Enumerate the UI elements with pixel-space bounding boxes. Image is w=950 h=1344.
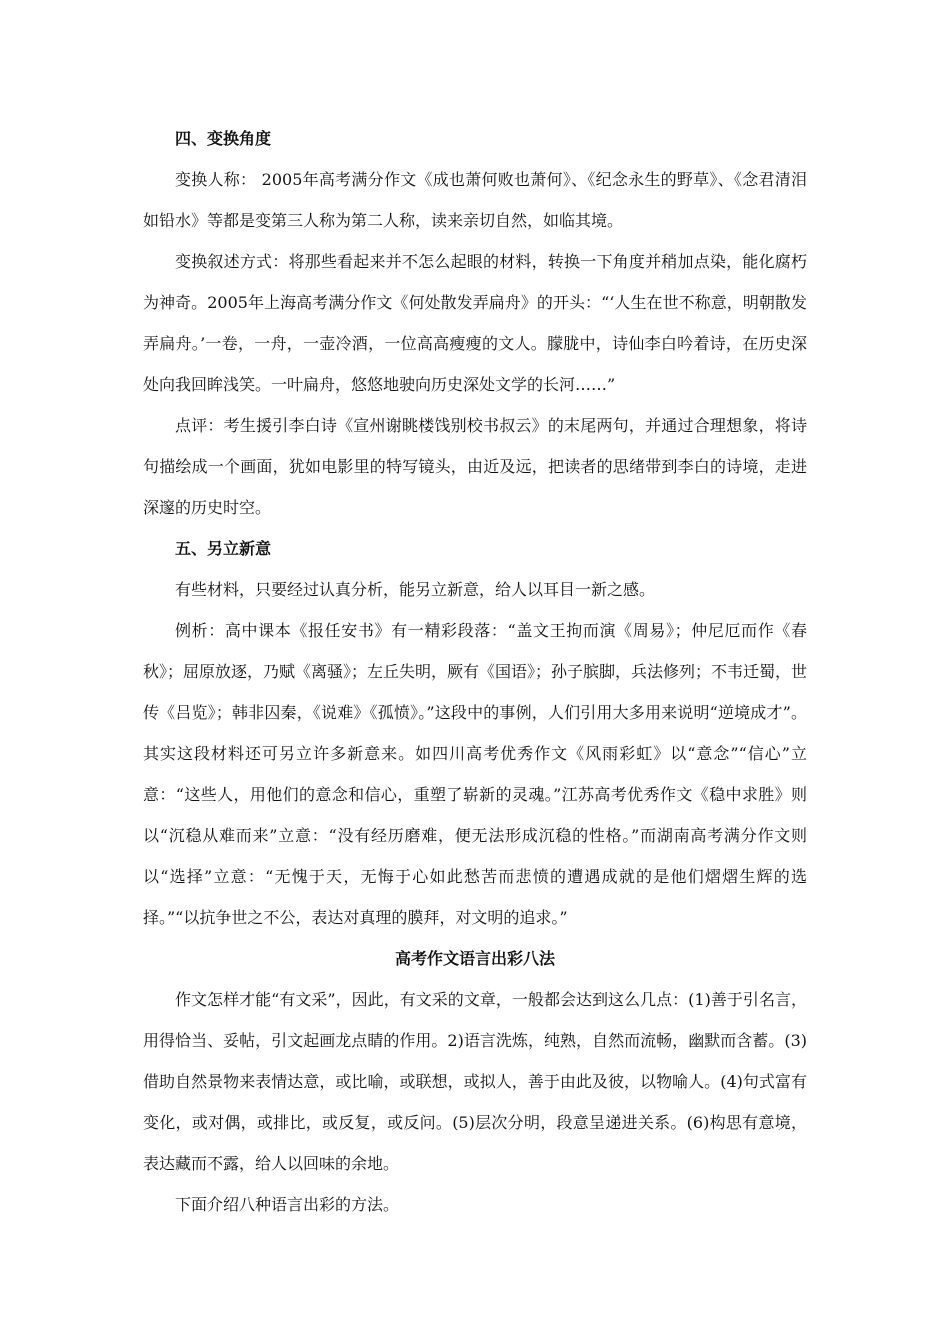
section-5-paragraph-1: 有些材料，只要经过认真分析，能另立新意，给人以耳目一新之感。 xyxy=(175,580,656,599)
main-paragraph-2: 下面介绍八种语言出彩的方法。 xyxy=(175,1195,400,1214)
section-4-paragraph-1: 变换人称： 2005年高考满分作文《成也萧何败也萧何》、《纪念永生的野草》、《念君清泪如铅水》等都是变第三人称为第二人称，读来亲切自然，如临其境。 xyxy=(143,170,807,230)
section-4-heading: 四、变换角度 xyxy=(175,129,272,148)
section-4-paragraph-3: 点评：考生援引李白诗《宣州谢眺楼饯别校书叔云》的末尾两句，并通过合理想象，将诗句描绘成一个画面，犹如电影里的特写镜头，由近及远，把读者的思绪带到李白的诗境，走进深邃的历史时空。 xyxy=(143,416,807,517)
main-paragraph-1: 作文怎样才能“有文采”，因此，有文采的文章，一般都会达到这么几点：(1)善于引名言，用得恰当、妥帖，引文起画龙点睛的作用。2)语言洗炼，纯熟，自然而流畅，幽默而含蓄。(3)借助自然景物来表情达意，或比喻，或联想，或拟人，善于由此及彼，以物喻人。(4)句式富有变化，或对偶，或排比，或反复，或反问。(5)层次分明，段意呈递进关系。(6)构思有意境，表达藏而不露，给人以回味的余地。 xyxy=(143,990,807,1173)
section-4-paragraph-2: 变换叙述方式：将那些看起来并不怎么起眼的材料，转换一下角度并稍加点染，能化腐朽为神奇。2005年上海高考满分作文《何处散发弄扁舟》的开头：“‘人生在世不称意，明朝散发弄扁舟。’一卷，一舟，一壶冷酒，一位高高瘦瘦的文人。朦胧中，诗仙李白吟着诗，在历史深处向我回眸浅笑。一叶扁舟，悠悠地驶向历史深处文学的长河……” xyxy=(143,252,807,394)
section-5-heading: 五、另立新意 xyxy=(175,539,272,558)
main-title: 高考作文语言出彩八法 xyxy=(394,949,555,968)
document-page xyxy=(143,118,807,1225)
section-5-paragraph-2: 例析：高中课本《报任安书》有一精彩段落：“盖文王拘而演《周易》；仲尼厄而作《春秋》；屈原放逐，乃赋《离骚》；左丘失明，厥有《国语》；孙子膑脚，兵法修列；不韦迁蜀，世传《吕览》；韩非囚秦，《说难》《孤愤》。”这段中的事例，人们引用大多用来说明“逆境成才”。其实这段材料还可另立许多新意来。如四川高考优秀作文《风雨彩虹》以“意念”“信心”立意：“这些人，用他们的意念和信心，重塑了崭新的灵魂。”江苏高考优秀作文《稳中求胜》则以“沉稳从难而来”立意：“没有经历磨难，便无法形成沉稳的性格。”而湖南高考满分作文则以“选择”立意：“无愧于天，无悔于心如此愁苦而悲愤的遭遇成就的是他们熠熠生辉的选择。”“以抗争世之不公，表达对真理的膜拜，对文明的追求。” xyxy=(143,621,808,927)
